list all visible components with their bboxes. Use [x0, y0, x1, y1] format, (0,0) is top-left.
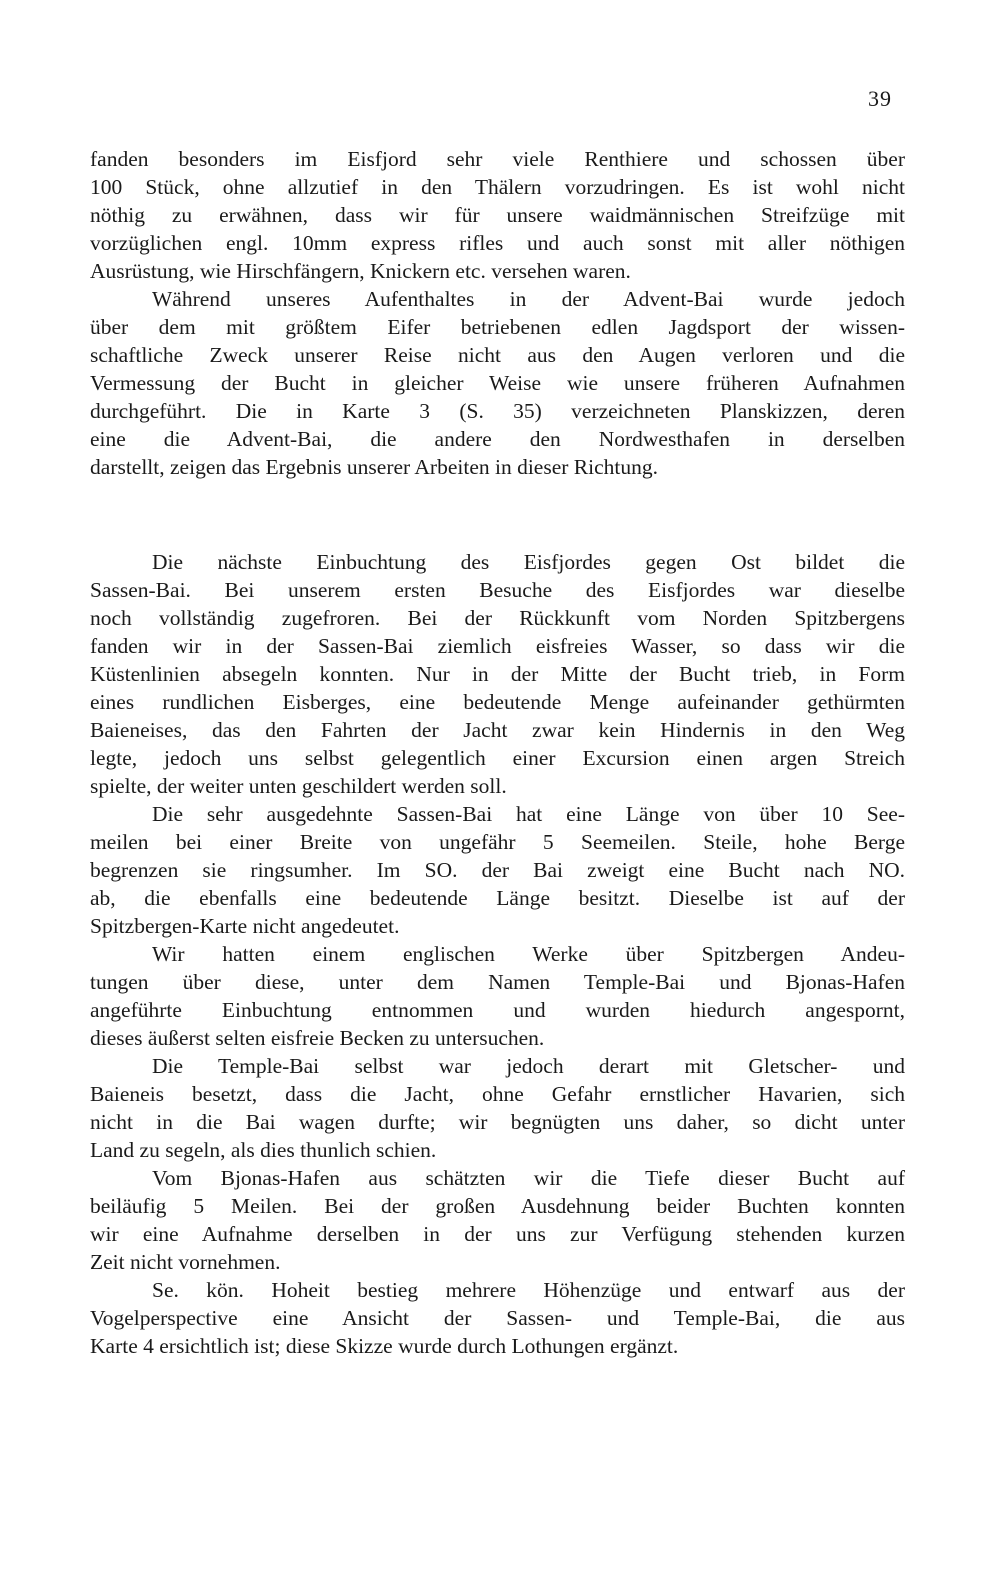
text-line: legte, jedoch uns selbst gelegentlich einer Excursion einen argen Streich [90, 746, 905, 770]
text-line: Die Temple-Bai selbst war jedoch derart mit Gletscher- und [152, 1054, 905, 1078]
text-line: Während unseres Aufenthaltes in der Advent-Bai wurde jedoch [152, 287, 905, 311]
paragraph-block-1 [90, 145, 905, 481]
text-line: eine die Advent-Bai, die andere den Nordwesthafen in derselben [90, 427, 905, 451]
text-line: Die sehr ausgedehnte Sassen-Bai hat eine Länge von über 10 See- [152, 802, 905, 826]
text-line: angeführte Einbuchtung entnommen und wurden hiedurch angespornt, [90, 998, 905, 1022]
text-line: fanden wir in der Sassen-Bai ziemlich eisfreies Wasser, so dass wir die [90, 634, 905, 658]
page-number: 39 [868, 86, 892, 111]
text-line: Se. kön. Hoheit bestieg mehrere Höhenzüge und entwarf aus der [152, 1278, 905, 1302]
text-line: Sassen-Bai. Bei unserem ersten Besuche des Eisfjordes war dieselbe [90, 578, 905, 602]
text-line: beiläufig 5 Meilen. Bei der großen Ausdehnung beider Buchten konnten [90, 1194, 905, 1218]
text-line: dieses äußerst selten eisfreie Becken zu untersuchen. [90, 1026, 545, 1050]
text-line: Ausrüstung, wie Hirschfängern, Knickern etc. versehen waren. [90, 259, 631, 283]
text-line: fanden besonders im Eisfjord sehr viele Renthiere und schossen über [90, 147, 905, 171]
text-line: Vogelperspective eine Ansicht der Sassen- und Temple-Bai, die aus [90, 1306, 905, 1330]
text-line: Vermessung der Bucht in gleicher Weise wie unsere früheren Aufnahmen [90, 371, 905, 395]
text-line: Spitzbergen-Karte nicht angedeutet. [90, 914, 400, 938]
text-line: schaftliche Zweck unserer Reise nicht aus den Augen verloren und die [90, 343, 905, 367]
text-line: meilen bei einer Breite von ungefähr 5 Seemeilen. Steile, hohe Berge [90, 830, 905, 854]
text-line: Vom Bjonas-Hafen aus schätzten wir die Tiefe dieser Bucht auf [152, 1166, 905, 1190]
text-line: 100 Stück, ohne allzutief in den Thälern vorzudringen. Es ist wohl nicht [90, 175, 905, 199]
paragraph-block-2 [90, 548, 905, 1360]
text-line: nicht in die Bai wagen durfte; wir begnügten uns daher, so dicht unter [90, 1110, 905, 1134]
text-line: spielte, der weiter unten geschildert werden soll. [90, 774, 507, 798]
text-line: Baieneises, das den Fahrten der Jacht zwar kein Hindernis in den Weg [90, 718, 905, 742]
text-line: Die nächste Einbuchtung des Eisfjordes gegen Ost bildet die [152, 550, 905, 574]
text-line: Land zu segeln, als dies thunlich schien. [90, 1138, 437, 1162]
text-line: eines rundlichen Eisberges, eine bedeutende Menge aufeinander gethürmten [90, 690, 905, 714]
text-line: Zeit nicht vornehmen. [90, 1250, 281, 1274]
text-line: tungen über diese, unter dem Namen Temple-Bai und Bjonas-Hafen [90, 970, 905, 994]
text-line: wir eine Aufnahme derselben in der uns zur Verfügung stehenden kurzen [90, 1222, 905, 1246]
text-line: über dem mit größtem Eifer betriebenen edlen Jagdsport der wissen- [90, 315, 905, 339]
text-line: Baieneis besetzt, dass die Jacht, ohne Gefahr ernstlicher Havarien, sich [90, 1082, 905, 1106]
text-line: vorzüglichen engl. 10mm express rifles und auch sonst mit aller nöthigen [90, 231, 905, 255]
text-line: Karte 4 ersichtlich ist; diese Skizze wurde durch Lothungen ergänzt. [90, 1334, 679, 1358]
text-line: darstellt, zeigen das Ergebnis unserer Arbeiten in dieser Richtung. [90, 455, 658, 479]
text-line: durchgeführt. Die in Karte 3 (S. 35) verzeichneten Planskizzen, deren [90, 399, 905, 423]
text-line: Küstenlinien absegeln konnten. Nur in der Mitte der Bucht trieb, in Form [90, 662, 905, 686]
text-line: noch vollständig zugefroren. Bei der Rückkunft vom Norden Spitzbergens [90, 606, 905, 630]
text-line: begrenzen sie ringsumher. Im SO. der Bai zweigt eine Bucht nach NO. [90, 858, 905, 882]
text-line: nöthig zu erwähnen, dass wir für unsere waidmännischen Streifzüge mit [90, 203, 905, 227]
text-line: Wir hatten einem englischen Werke über Spitzbergen Andeu- [152, 942, 905, 966]
text-line: ab, die ebenfalls eine bedeutende Länge besitzt. Dieselbe ist auf der [90, 886, 905, 910]
